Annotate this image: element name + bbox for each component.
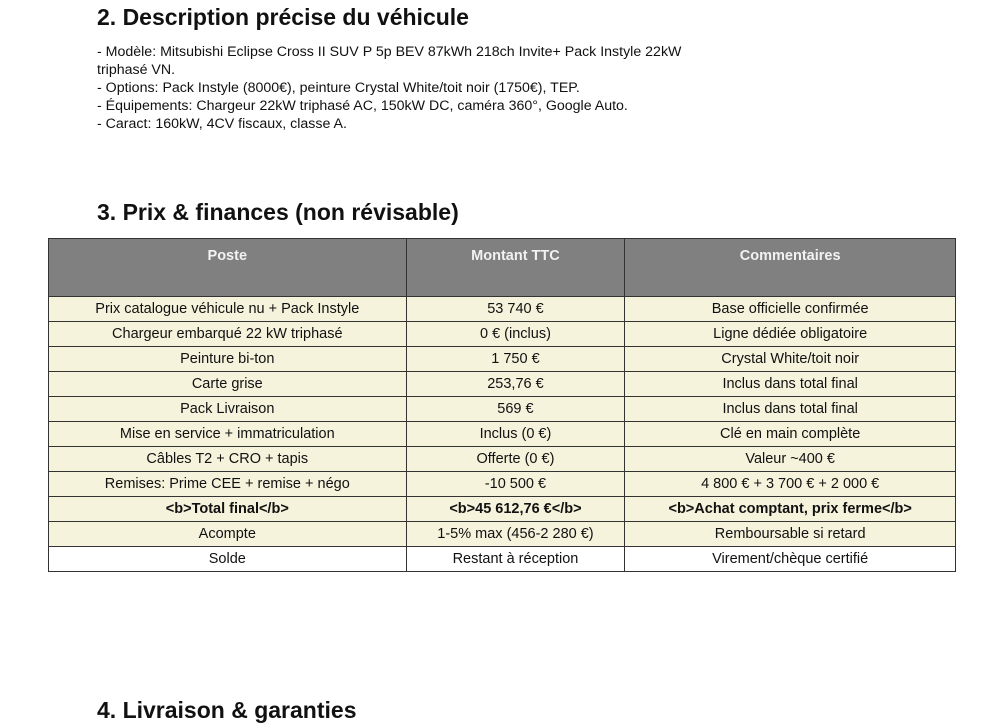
cell-poste: Chargeur embarqué 22 kW triphasé: [49, 322, 407, 347]
cell-montant: 569 €: [406, 397, 625, 422]
cell-montant: 253,76 €: [406, 372, 625, 397]
cell-montant: Inclus (0 €): [406, 422, 625, 447]
section-title-prices: 3. Prix & finances (non révisable): [97, 199, 459, 225]
cell-commentaire: Ligne dédiée obligatoire: [625, 322, 956, 347]
table-row: [49, 547, 956, 572]
cell-commentaire: Crystal White/toit noir: [625, 347, 956, 372]
cell-commentaire: Base officielle confirmée: [625, 297, 956, 322]
cell-montant: 53 740 €: [406, 297, 625, 322]
cell-montant: 1-5% max (456-2 280 €): [406, 522, 625, 547]
table-row: [49, 347, 956, 372]
column-header-montant: Montant TTC: [406, 239, 625, 297]
cell-poste: <b>Total final</b>: [49, 497, 407, 522]
table-row: [49, 322, 956, 347]
section-title-description: 2. Description précise du véhicule: [97, 4, 469, 30]
cell-montant: Restant à réception: [406, 547, 625, 572]
column-header-commentaires: Commentaires: [625, 239, 956, 297]
column-header-poste: Poste: [49, 239, 407, 297]
table-row: [49, 372, 956, 397]
cell-poste: Solde: [49, 547, 407, 572]
table-row: [49, 297, 956, 322]
cell-poste: Peinture bi-ton: [49, 347, 407, 372]
cell-commentaire: 4 800 € + 3 700 € + 2 000 €: [625, 472, 956, 497]
table-header-row: [49, 239, 956, 297]
cell-poste: Prix catalogue véhicule nu + Pack Instyle: [49, 297, 407, 322]
table-row: [49, 422, 956, 447]
section-title-delivery: 4. Livraison & garanties: [97, 697, 357, 723]
cell-commentaire: Valeur ~400 €: [625, 447, 956, 472]
table-row: [49, 522, 956, 547]
cell-montant: 0 € (inclus): [406, 322, 625, 347]
table-row: [49, 447, 956, 472]
cell-montant: 1 750 €: [406, 347, 625, 372]
cell-poste: Acompte: [49, 522, 407, 547]
cell-commentaire: Clé en main complète: [625, 422, 956, 447]
table-row: [49, 397, 956, 422]
cell-montant: <b>45 612,76 €</b>: [406, 497, 625, 522]
cell-poste: Carte grise: [49, 372, 407, 397]
price-table: [48, 238, 956, 572]
cell-commentaire: Virement/chèque certifié: [625, 547, 956, 572]
cell-commentaire: Remboursable si retard: [625, 522, 956, 547]
description-line: - Caract: 160kW, 4CV fiscaux, classe A.: [97, 116, 347, 132]
cell-commentaire: <b>Achat comptant, prix ferme</b>: [625, 497, 956, 522]
cell-poste: Remises: Prime CEE + remise + négo: [49, 472, 407, 497]
cell-poste: Mise en service + immatriculation: [49, 422, 407, 447]
cell-montant: Offerte (0 €): [406, 447, 625, 472]
description-line: triphasé VN.: [97, 62, 176, 78]
table-row: [49, 472, 956, 497]
cell-commentaire: Inclus dans total final: [625, 397, 956, 422]
cell-commentaire: Inclus dans total final: [625, 372, 956, 397]
description-line: - Modèle: Mitsubishi Eclipse Cross II SUV P 5p BEV 87kWh 218ch Invite+ Pack Instyle 22kW: [97, 44, 682, 60]
cell-poste: Pack Livraison: [49, 397, 407, 422]
cell-montant: -10 500 €: [406, 472, 625, 497]
description-line: - Équipements: Chargeur 22kW triphasé AC, 150kW DC, caméra 360°, Google Auto.: [97, 98, 628, 114]
table-row-total: [49, 497, 956, 522]
description-line: - Options: Pack Instyle (8000€), peinture Crystal White/toit noir (1750€), TEP.: [97, 80, 580, 96]
vehicle-description: [97, 43, 897, 133]
cell-poste: Câbles T2 + CRO + tapis: [49, 447, 407, 472]
